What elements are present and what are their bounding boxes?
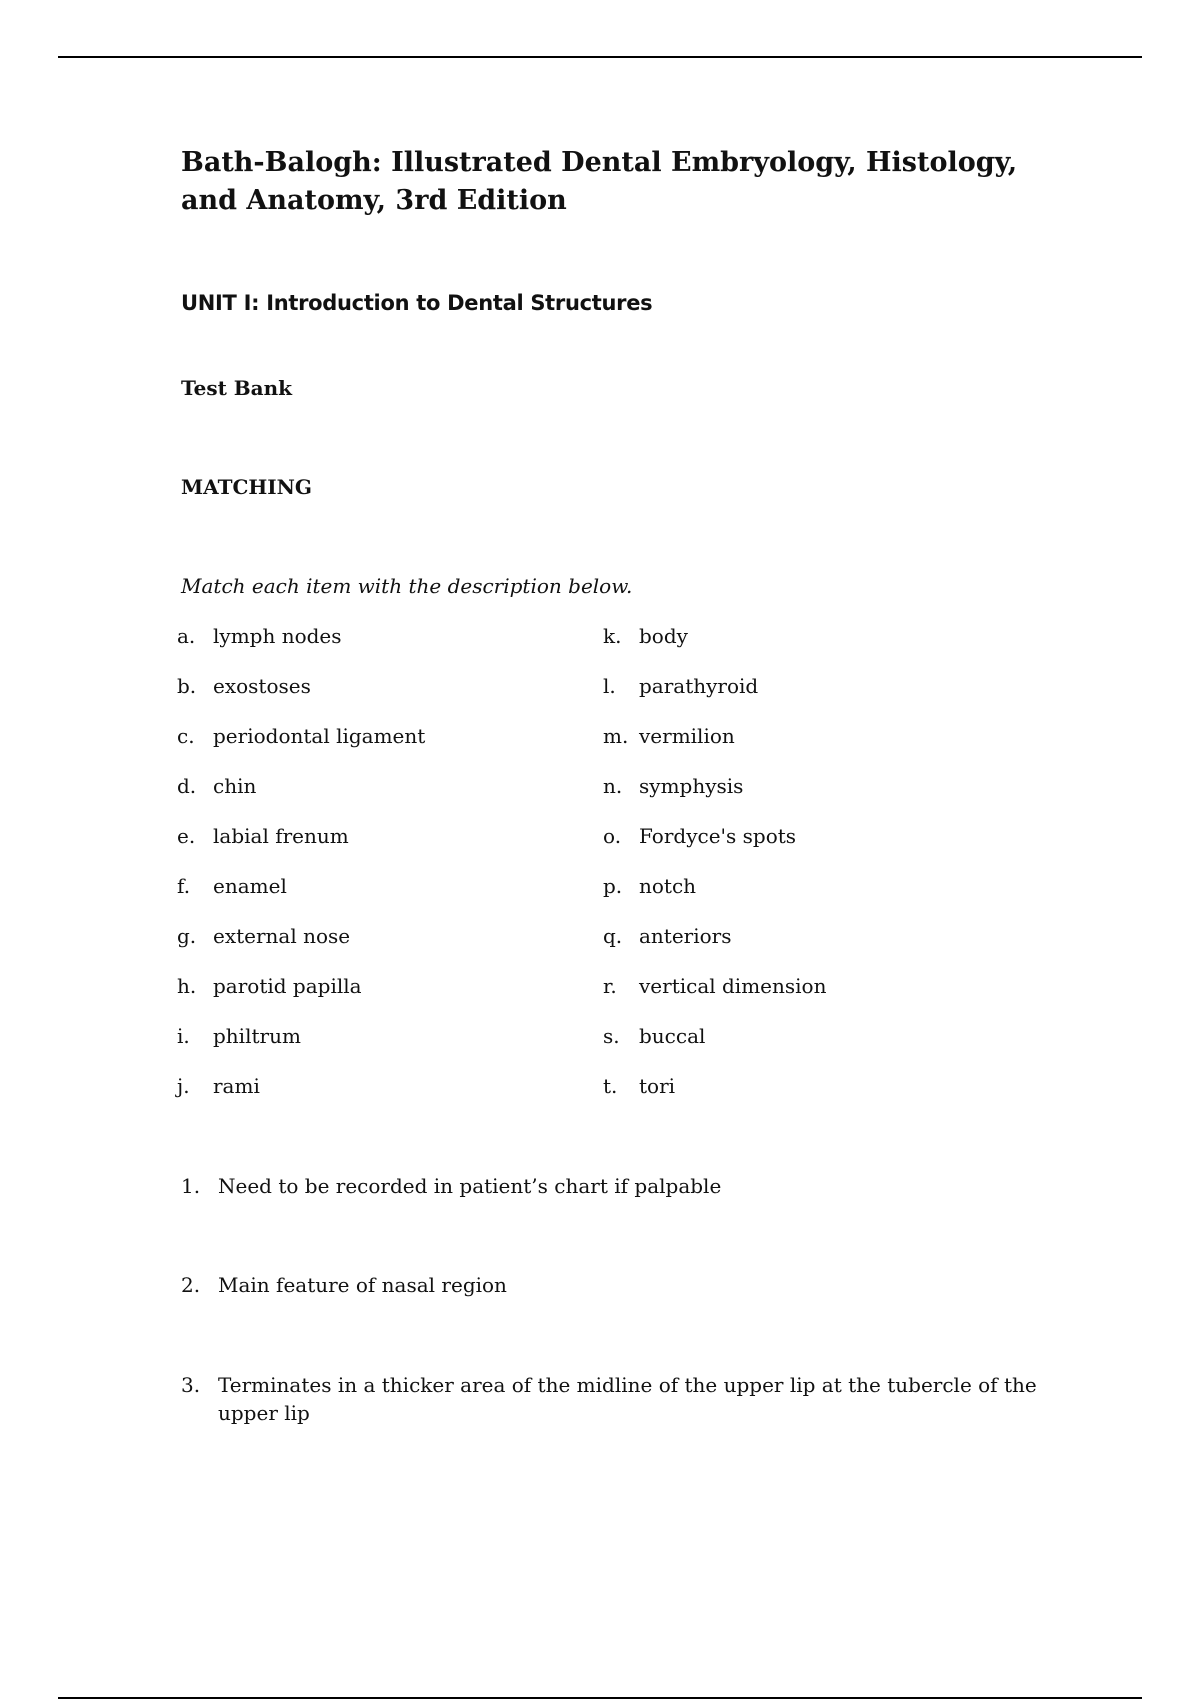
option-text: parathyroid bbox=[639, 674, 759, 698]
option-text: buccal bbox=[639, 1024, 706, 1048]
question-number: 1. bbox=[181, 1174, 201, 1198]
question-item bbox=[181, 1271, 1061, 1371]
option-text: tori bbox=[639, 1074, 676, 1098]
option-letter: q. bbox=[603, 924, 623, 948]
option-letter: p. bbox=[603, 874, 623, 898]
option-text: Fordyce's spots bbox=[639, 824, 797, 848]
options-left-column bbox=[177, 622, 425, 1122]
option-letter: b. bbox=[177, 674, 197, 698]
option-text: external nose bbox=[213, 924, 351, 948]
option-text: symphysis bbox=[639, 774, 744, 798]
question-type-heading: MATCHING bbox=[181, 475, 312, 499]
option-letter: a. bbox=[177, 624, 196, 648]
option-text: periodontal ligament bbox=[213, 724, 426, 748]
question-list bbox=[181, 1172, 1061, 1427]
option-item bbox=[177, 722, 425, 772]
option-letter: d. bbox=[177, 774, 197, 798]
question-text: Need to be recorded in patient’s chart if palpable bbox=[218, 1174, 722, 1198]
option-text: vermilion bbox=[639, 724, 735, 748]
option-text: labial frenum bbox=[213, 824, 349, 848]
option-letter: c. bbox=[177, 724, 195, 748]
footer-rule bbox=[58, 1697, 1142, 1699]
option-item bbox=[177, 822, 425, 872]
option-text: lymph nodes bbox=[213, 624, 342, 648]
question-number: 2. bbox=[181, 1273, 201, 1297]
question-text: Main feature of nasal region bbox=[218, 1273, 507, 1297]
option-letter: g. bbox=[177, 924, 197, 948]
option-letter: o. bbox=[603, 824, 622, 848]
question-number: 3. bbox=[181, 1373, 201, 1397]
option-item bbox=[603, 1072, 826, 1122]
option-letter: s. bbox=[603, 1024, 620, 1048]
option-letter: r. bbox=[603, 974, 617, 998]
options-right-column bbox=[603, 622, 826, 1122]
option-text: philtrum bbox=[213, 1024, 301, 1048]
option-item bbox=[177, 1022, 425, 1072]
option-item bbox=[603, 972, 826, 1022]
option-letter: l. bbox=[603, 674, 616, 698]
option-letter: e. bbox=[177, 824, 196, 848]
unit-heading: UNIT I: Introduction to Dental Structures bbox=[181, 291, 653, 315]
header-rule bbox=[58, 56, 1142, 58]
option-item bbox=[603, 622, 826, 672]
option-letter: j. bbox=[177, 1074, 190, 1098]
option-text: rami bbox=[213, 1074, 260, 1098]
option-letter: h. bbox=[177, 974, 197, 998]
option-item bbox=[603, 722, 826, 772]
option-letter: k. bbox=[603, 624, 622, 648]
option-text: body bbox=[639, 624, 688, 648]
option-item bbox=[603, 1022, 826, 1072]
option-letter: f. bbox=[177, 874, 191, 898]
option-letter: n. bbox=[603, 774, 623, 798]
document-title: Bath-Balogh: Illustrated Dental Embryology, Histology, and Anatomy, 3rd Edition bbox=[181, 147, 1018, 216]
option-item bbox=[603, 772, 826, 822]
option-item bbox=[177, 1072, 425, 1122]
question-item bbox=[181, 1371, 1061, 1427]
option-text: vertical dimension bbox=[639, 974, 827, 998]
section-heading: Test Bank bbox=[181, 376, 293, 400]
option-item bbox=[177, 922, 425, 972]
option-text: anteriors bbox=[639, 924, 732, 948]
option-item bbox=[603, 922, 826, 972]
option-item bbox=[603, 672, 826, 722]
option-text: notch bbox=[639, 874, 697, 898]
option-item bbox=[177, 672, 425, 722]
option-letter: t. bbox=[603, 1074, 618, 1098]
option-text: parotid papilla bbox=[213, 974, 362, 998]
option-text: chin bbox=[213, 774, 257, 798]
option-item bbox=[603, 822, 826, 872]
question-item bbox=[181, 1172, 1061, 1271]
option-item bbox=[603, 872, 826, 922]
option-letter: i. bbox=[177, 1024, 190, 1048]
instruction-text: Match each item with the description below. bbox=[181, 574, 633, 598]
option-item bbox=[177, 622, 425, 672]
question-text: Terminates in a thicker area of the midline of the upper lip at the tubercle of the upper lip bbox=[218, 1373, 1037, 1425]
option-item bbox=[177, 872, 425, 922]
option-text: enamel bbox=[213, 874, 287, 898]
option-text: exostoses bbox=[213, 674, 311, 698]
option-item bbox=[177, 972, 425, 1022]
option-letter: m. bbox=[603, 724, 629, 748]
option-item bbox=[177, 772, 425, 822]
